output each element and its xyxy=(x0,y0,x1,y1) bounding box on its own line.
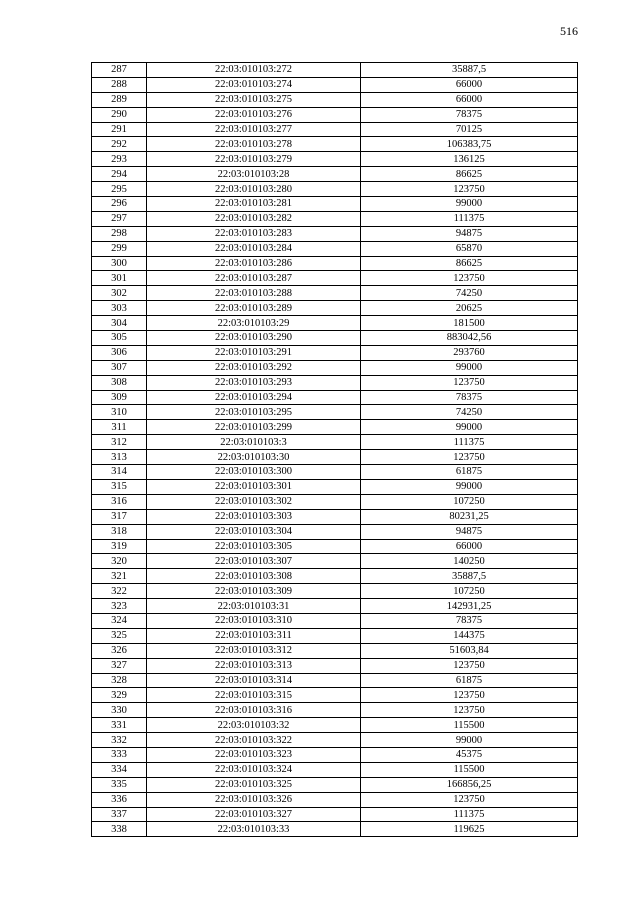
cadastral-number-cell: 22:03:010103:31 xyxy=(147,599,361,614)
row-number-cell: 329 xyxy=(92,688,147,703)
table-row xyxy=(92,256,578,271)
table-row xyxy=(92,226,578,241)
cadastral-value-cell: 45375 xyxy=(361,747,578,762)
table-row xyxy=(92,107,578,122)
cadastral-number-cell: 22:03:010103:290 xyxy=(147,331,361,346)
cadastral-value-cell: 61875 xyxy=(361,673,578,688)
table-row xyxy=(92,733,578,748)
table-row xyxy=(92,643,578,658)
table-row xyxy=(92,167,578,182)
row-number-cell: 305 xyxy=(92,331,147,346)
table-row xyxy=(92,390,578,405)
table-row xyxy=(92,450,578,465)
cadastral-number-cell: 22:03:010103:311 xyxy=(147,628,361,643)
table-row xyxy=(92,63,578,78)
cadastral-number-cell: 22:03:010103:29 xyxy=(147,316,361,331)
cadastral-number-cell: 22:03:010103:315 xyxy=(147,688,361,703)
row-number-cell: 335 xyxy=(92,777,147,792)
cadastral-value-cell: 115500 xyxy=(361,762,578,777)
table-row xyxy=(92,673,578,688)
row-number-cell: 312 xyxy=(92,435,147,450)
cadastral-value-cell: 61875 xyxy=(361,465,578,480)
row-number-cell: 309 xyxy=(92,390,147,405)
cadastral-value-cell: 115500 xyxy=(361,718,578,733)
row-number-cell: 311 xyxy=(92,420,147,435)
cadastral-number-cell: 22:03:010103:280 xyxy=(147,182,361,197)
table-row xyxy=(92,554,578,569)
table-row xyxy=(92,569,578,584)
cadastral-number-cell: 22:03:010103:326 xyxy=(147,792,361,807)
row-number-cell: 291 xyxy=(92,122,147,137)
cadastral-value-cell: 106383,75 xyxy=(361,137,578,152)
cadastral-number-cell: 22:03:010103:309 xyxy=(147,584,361,599)
row-number-cell: 338 xyxy=(92,822,147,837)
cadastral-value-cell: 107250 xyxy=(361,584,578,599)
row-number-cell: 337 xyxy=(92,807,147,822)
cadastral-value-cell: 51603,84 xyxy=(361,643,578,658)
cadastral-value-cell: 86625 xyxy=(361,256,578,271)
row-number-cell: 334 xyxy=(92,762,147,777)
row-number-cell: 306 xyxy=(92,345,147,360)
cadastral-value-cell: 144375 xyxy=(361,628,578,643)
table-row xyxy=(92,92,578,107)
table-row xyxy=(92,405,578,420)
cadastral-value-cell: 86625 xyxy=(361,167,578,182)
table-row xyxy=(92,360,578,375)
cadastral-number-cell: 22:03:010103:288 xyxy=(147,286,361,301)
table-row xyxy=(92,494,578,509)
cadastral-number-cell: 22:03:010103:293 xyxy=(147,375,361,390)
cadastral-value-cell: 65870 xyxy=(361,241,578,256)
cadastral-number-cell: 22:03:010103:307 xyxy=(147,554,361,569)
cadastral-number-cell: 22:03:010103:327 xyxy=(147,807,361,822)
cadastral-value-cell: 35887,5 xyxy=(361,63,578,78)
cadastral-value-cell: 123750 xyxy=(361,703,578,718)
cadastral-value-cell: 166856,25 xyxy=(361,777,578,792)
cadastral-value-cell: 107250 xyxy=(361,494,578,509)
cadastral-value-cell: 181500 xyxy=(361,316,578,331)
row-number-cell: 325 xyxy=(92,628,147,643)
cadastral-number-cell: 22:03:010103:310 xyxy=(147,613,361,628)
row-number-cell: 323 xyxy=(92,599,147,614)
cadastral-number-cell: 22:03:010103:302 xyxy=(147,494,361,509)
cadastral-number-cell: 22:03:010103:289 xyxy=(147,301,361,316)
table-row xyxy=(92,465,578,480)
cadastral-number-cell: 22:03:010103:33 xyxy=(147,822,361,837)
row-number-cell: 316 xyxy=(92,494,147,509)
cadastral-number-cell: 22:03:010103:312 xyxy=(147,643,361,658)
cadastral-value-cell: 111375 xyxy=(361,807,578,822)
table-body xyxy=(92,63,578,837)
table-row xyxy=(92,807,578,822)
cadastral-number-cell: 22:03:010103:272 xyxy=(147,63,361,78)
row-number-cell: 298 xyxy=(92,226,147,241)
cadastral-number-cell: 22:03:010103:277 xyxy=(147,122,361,137)
row-number-cell: 310 xyxy=(92,405,147,420)
cadastral-value-table xyxy=(91,62,578,837)
cadastral-value-cell: 99000 xyxy=(361,479,578,494)
cadastral-value-cell: 123750 xyxy=(361,792,578,807)
row-number-cell: 292 xyxy=(92,137,147,152)
table-row xyxy=(92,628,578,643)
cadastral-value-cell: 123750 xyxy=(361,271,578,286)
cadastral-number-cell: 22:03:010103:324 xyxy=(147,762,361,777)
cadastral-value-cell: 70125 xyxy=(361,122,578,137)
cadastral-value-cell: 74250 xyxy=(361,286,578,301)
table-row xyxy=(92,509,578,524)
table-row xyxy=(92,375,578,390)
cadastral-value-cell: 99000 xyxy=(361,197,578,212)
cadastral-value-cell: 883042,56 xyxy=(361,331,578,346)
cadastral-value-cell: 142931,25 xyxy=(361,599,578,614)
table-row xyxy=(92,524,578,539)
cadastral-number-cell: 22:03:010103:299 xyxy=(147,420,361,435)
cadastral-value-cell: 74250 xyxy=(361,405,578,420)
table-row xyxy=(92,599,578,614)
cadastral-value-cell: 140250 xyxy=(361,554,578,569)
cadastral-number-cell: 22:03:010103:286 xyxy=(147,256,361,271)
cadastral-value-cell: 94875 xyxy=(361,524,578,539)
row-number-cell: 328 xyxy=(92,673,147,688)
cadastral-value-cell: 78375 xyxy=(361,390,578,405)
row-number-cell: 317 xyxy=(92,509,147,524)
row-number-cell: 302 xyxy=(92,286,147,301)
row-number-cell: 307 xyxy=(92,360,147,375)
table-row xyxy=(92,77,578,92)
row-number-cell: 290 xyxy=(92,107,147,122)
row-number-cell: 303 xyxy=(92,301,147,316)
cadastral-number-cell: 22:03:010103:275 xyxy=(147,92,361,107)
row-number-cell: 297 xyxy=(92,211,147,226)
cadastral-value-cell: 99000 xyxy=(361,420,578,435)
cadastral-number-cell: 22:03:010103:274 xyxy=(147,77,361,92)
table-row xyxy=(92,301,578,316)
cadastral-number-cell: 22:03:010103:314 xyxy=(147,673,361,688)
table-row xyxy=(92,345,578,360)
row-number-cell: 300 xyxy=(92,256,147,271)
table-row xyxy=(92,613,578,628)
cadastral-number-cell: 22:03:010103:28 xyxy=(147,167,361,182)
cadastral-value-cell: 66000 xyxy=(361,92,578,107)
cadastral-number-cell: 22:03:010103:3 xyxy=(147,435,361,450)
row-number-cell: 289 xyxy=(92,92,147,107)
row-number-cell: 315 xyxy=(92,479,147,494)
table-row xyxy=(92,822,578,837)
table-row xyxy=(92,747,578,762)
table-row xyxy=(92,271,578,286)
cadastral-number-cell: 22:03:010103:305 xyxy=(147,539,361,554)
table-row xyxy=(92,539,578,554)
cadastral-value-cell: 66000 xyxy=(361,539,578,554)
cadastral-value-cell: 99000 xyxy=(361,360,578,375)
cadastral-number-cell: 22:03:010103:323 xyxy=(147,747,361,762)
cadastral-value-cell: 123750 xyxy=(361,450,578,465)
row-number-cell: 314 xyxy=(92,465,147,480)
row-number-cell: 304 xyxy=(92,316,147,331)
cadastral-value-cell: 78375 xyxy=(361,107,578,122)
row-number-cell: 320 xyxy=(92,554,147,569)
cadastral-number-cell: 22:03:010103:303 xyxy=(147,509,361,524)
cadastral-number-cell: 22:03:010103:278 xyxy=(147,137,361,152)
cadastral-value-cell: 111375 xyxy=(361,435,578,450)
cadastral-value-cell: 111375 xyxy=(361,211,578,226)
cadastral-number-cell: 22:03:010103:287 xyxy=(147,271,361,286)
cadastral-value-cell: 99000 xyxy=(361,733,578,748)
cadastral-number-cell: 22:03:010103:281 xyxy=(147,197,361,212)
cadastral-number-cell: 22:03:010103:276 xyxy=(147,107,361,122)
cadastral-value-cell: 78375 xyxy=(361,613,578,628)
cadastral-number-cell: 22:03:010103:282 xyxy=(147,211,361,226)
row-number-cell: 321 xyxy=(92,569,147,584)
cadastral-number-cell: 22:03:010103:325 xyxy=(147,777,361,792)
table-row xyxy=(92,762,578,777)
row-number-cell: 318 xyxy=(92,524,147,539)
row-number-cell: 324 xyxy=(92,613,147,628)
table-row xyxy=(92,152,578,167)
row-number-cell: 326 xyxy=(92,643,147,658)
cadastral-number-cell: 22:03:010103:32 xyxy=(147,718,361,733)
cadastral-value-cell: 94875 xyxy=(361,226,578,241)
cadastral-number-cell: 22:03:010103:300 xyxy=(147,465,361,480)
table-row xyxy=(92,703,578,718)
row-number-cell: 296 xyxy=(92,197,147,212)
cadastral-number-cell: 22:03:010103:322 xyxy=(147,733,361,748)
table-row xyxy=(92,479,578,494)
table-row xyxy=(92,331,578,346)
row-number-cell: 295 xyxy=(92,182,147,197)
row-number-cell: 330 xyxy=(92,703,147,718)
row-number-cell: 308 xyxy=(92,375,147,390)
cadastral-value-cell: 123750 xyxy=(361,375,578,390)
row-number-cell: 313 xyxy=(92,450,147,465)
cadastral-value-cell: 119625 xyxy=(361,822,578,837)
cadastral-value-cell: 123750 xyxy=(361,688,578,703)
row-number-cell: 299 xyxy=(92,241,147,256)
table-row xyxy=(92,197,578,212)
cadastral-number-cell: 22:03:010103:313 xyxy=(147,658,361,673)
cadastral-value-cell: 293760 xyxy=(361,345,578,360)
row-number-cell: 287 xyxy=(92,63,147,78)
table-row xyxy=(92,286,578,301)
table-row xyxy=(92,658,578,673)
cadastral-number-cell: 22:03:010103:301 xyxy=(147,479,361,494)
table-row xyxy=(92,420,578,435)
cadastral-number-cell: 22:03:010103:279 xyxy=(147,152,361,167)
table-row xyxy=(92,182,578,197)
row-number-cell: 319 xyxy=(92,539,147,554)
row-number-cell: 288 xyxy=(92,77,147,92)
row-number-cell: 336 xyxy=(92,792,147,807)
cadastral-number-cell: 22:03:010103:316 xyxy=(147,703,361,718)
row-number-cell: 293 xyxy=(92,152,147,167)
row-number-cell: 333 xyxy=(92,747,147,762)
table-row xyxy=(92,688,578,703)
table-row xyxy=(92,435,578,450)
cadastral-number-cell: 22:03:010103:284 xyxy=(147,241,361,256)
row-number-cell: 327 xyxy=(92,658,147,673)
cadastral-value-cell: 123750 xyxy=(361,658,578,673)
cadastral-value-cell: 20625 xyxy=(361,301,578,316)
cadastral-value-cell: 35887,5 xyxy=(361,569,578,584)
row-number-cell: 332 xyxy=(92,733,147,748)
table-row xyxy=(92,584,578,599)
table-row xyxy=(92,137,578,152)
page-number: 516 xyxy=(560,24,578,38)
row-number-cell: 294 xyxy=(92,167,147,182)
table-row xyxy=(92,241,578,256)
cadastral-number-cell: 22:03:010103:292 xyxy=(147,360,361,375)
cadastral-value-cell: 136125 xyxy=(361,152,578,167)
cadastral-number-cell: 22:03:010103:30 xyxy=(147,450,361,465)
cadastral-number-cell: 22:03:010103:291 xyxy=(147,345,361,360)
row-number-cell: 331 xyxy=(92,718,147,733)
cadastral-number-cell: 22:03:010103:308 xyxy=(147,569,361,584)
cadastral-number-cell: 22:03:010103:304 xyxy=(147,524,361,539)
table-row xyxy=(92,718,578,733)
row-number-cell: 322 xyxy=(92,584,147,599)
cadastral-number-cell: 22:03:010103:294 xyxy=(147,390,361,405)
cadastral-number-cell: 22:03:010103:283 xyxy=(147,226,361,241)
table-row xyxy=(92,316,578,331)
table-row xyxy=(92,122,578,137)
cadastral-value-cell: 123750 xyxy=(361,182,578,197)
table-row xyxy=(92,792,578,807)
table-row xyxy=(92,777,578,792)
cadastral-value-cell: 80231,25 xyxy=(361,509,578,524)
cadastral-number-cell: 22:03:010103:295 xyxy=(147,405,361,420)
table-row xyxy=(92,211,578,226)
row-number-cell: 301 xyxy=(92,271,147,286)
cadastral-value-cell: 66000 xyxy=(361,77,578,92)
